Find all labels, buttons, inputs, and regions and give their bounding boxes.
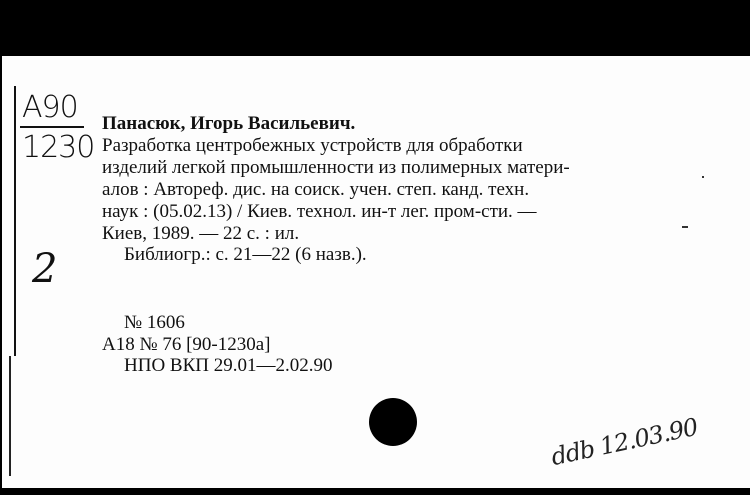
record-number: № 1606 xyxy=(124,312,185,333)
classification-codes: А18 № 76 [90-1230а] xyxy=(102,334,271,355)
copy-mark: 2 xyxy=(32,246,58,292)
description-line: изделий легкой промышленности из полимерных матери- xyxy=(102,157,570,178)
description-line: Разработка центробежных устройств для обработки xyxy=(102,135,523,156)
description-line: алов : Автореф. дис. на соиск. учен. степ. канд. техн. xyxy=(102,179,530,200)
description-line: Киев, 1989. — 22 с. : ил. xyxy=(102,223,300,244)
npo-stamp-line: НПО ВКП 29.01—2.02.90 xyxy=(124,355,333,376)
shelf-mark-divider xyxy=(20,126,84,128)
card-left-border-lower xyxy=(9,356,11,476)
shelf-mark-top: A90 xyxy=(22,90,78,125)
handwritten-signature: ddb 12.03.90 xyxy=(548,412,700,472)
card-left-border xyxy=(14,86,16,356)
scan-speck xyxy=(682,226,688,228)
scan-speck xyxy=(702,176,704,178)
author-heading: Панасюк, Игорь Васильевич. xyxy=(102,113,356,134)
description-line: наук : (05.02.13) / Киев. технол. ин-т лег. пром-сти. — xyxy=(102,201,537,222)
punch-hole xyxy=(369,398,417,446)
bibliography-note: Библиогр.: с. 21—22 (6 назв.). xyxy=(124,244,367,265)
catalog-card xyxy=(2,56,750,488)
shelf-mark-bottom: 1230 xyxy=(22,130,95,165)
description-body xyxy=(102,135,687,245)
